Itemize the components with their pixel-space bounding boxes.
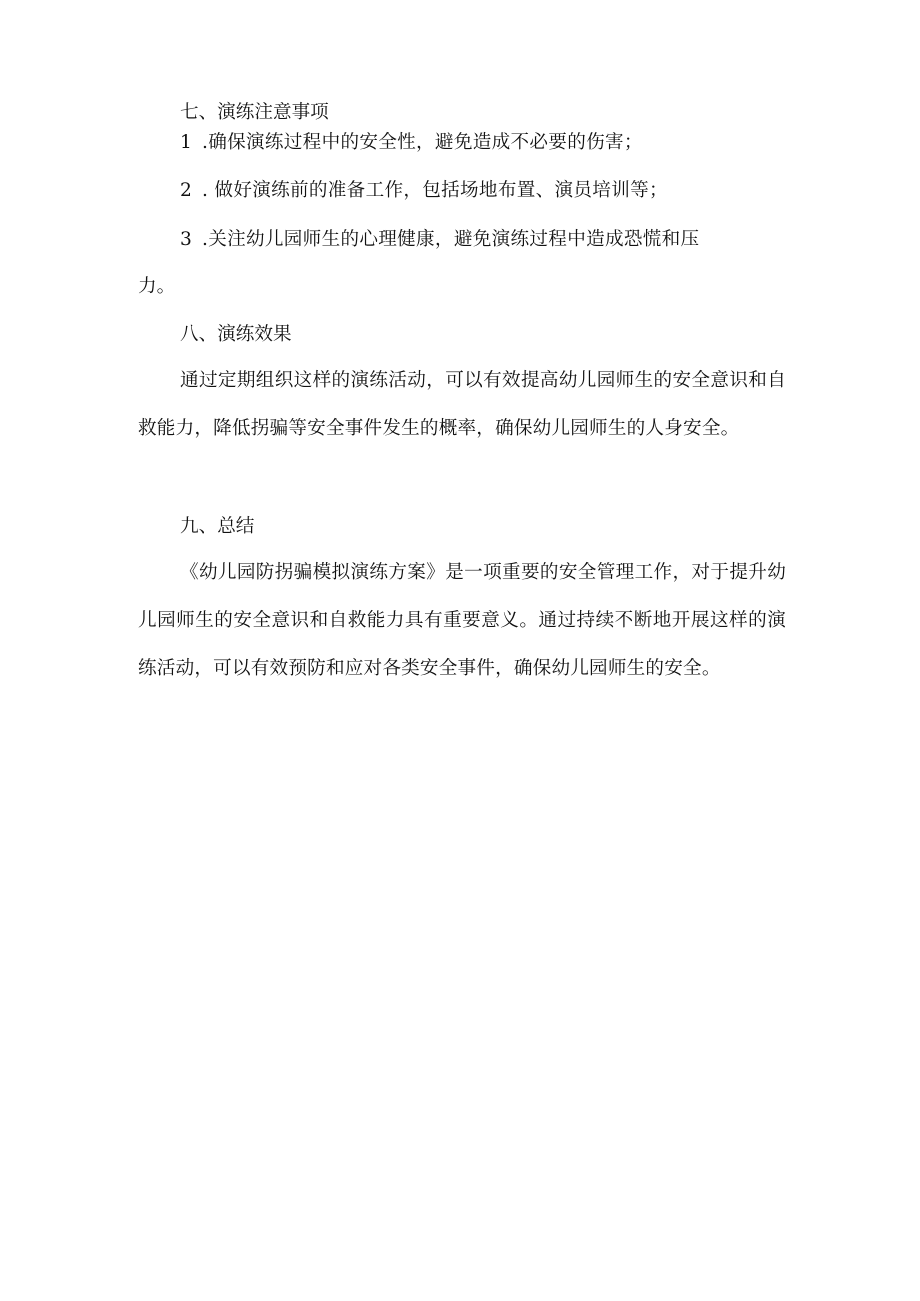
section-9-paragraph: 《幼儿园防拐骗模拟演练方案》是一项重要的安全管理工作，对于提升幼儿园师生的安全意识和自救能力具有重要意义。通过持续不断地开展这样的演练活动，可以有效预防和应对各类安全事件，确保幼儿园师生的安全。 (138, 562, 786, 679)
item-text: .关注幼儿园师生的心理健康，避免演练过程中造成恐慌和压 (202, 229, 700, 250)
item-text: . 做好演练前的准备工作，包括场地布置、演员培训等； (202, 180, 668, 201)
item-number: 1 (180, 132, 193, 153)
section-7-item-1 (180, 128, 643, 158)
section-7-item-2 (180, 176, 668, 206)
section-7-item-3-continuation: 力。 (138, 276, 176, 297)
item-text: .确保演练过程中的安全性，避免造成不必要的伤害； (202, 132, 643, 153)
section-9-heading: 九、总结 (180, 516, 255, 537)
section-8-heading: 八、演练效果 (180, 324, 292, 345)
item-number: 2 (180, 180, 193, 201)
section-8-paragraph: 通过定期组织这样的演练活动，可以有效提高幼儿园师生的安全意识和自救能力，降低拐骗等安全事件发生的概率，确保幼儿园师生的人身安全。 (138, 370, 786, 439)
section-7-item-3 (180, 225, 699, 255)
section-7-heading: 七、演练注意事项 (180, 102, 329, 123)
item-number: 3 (180, 229, 193, 250)
